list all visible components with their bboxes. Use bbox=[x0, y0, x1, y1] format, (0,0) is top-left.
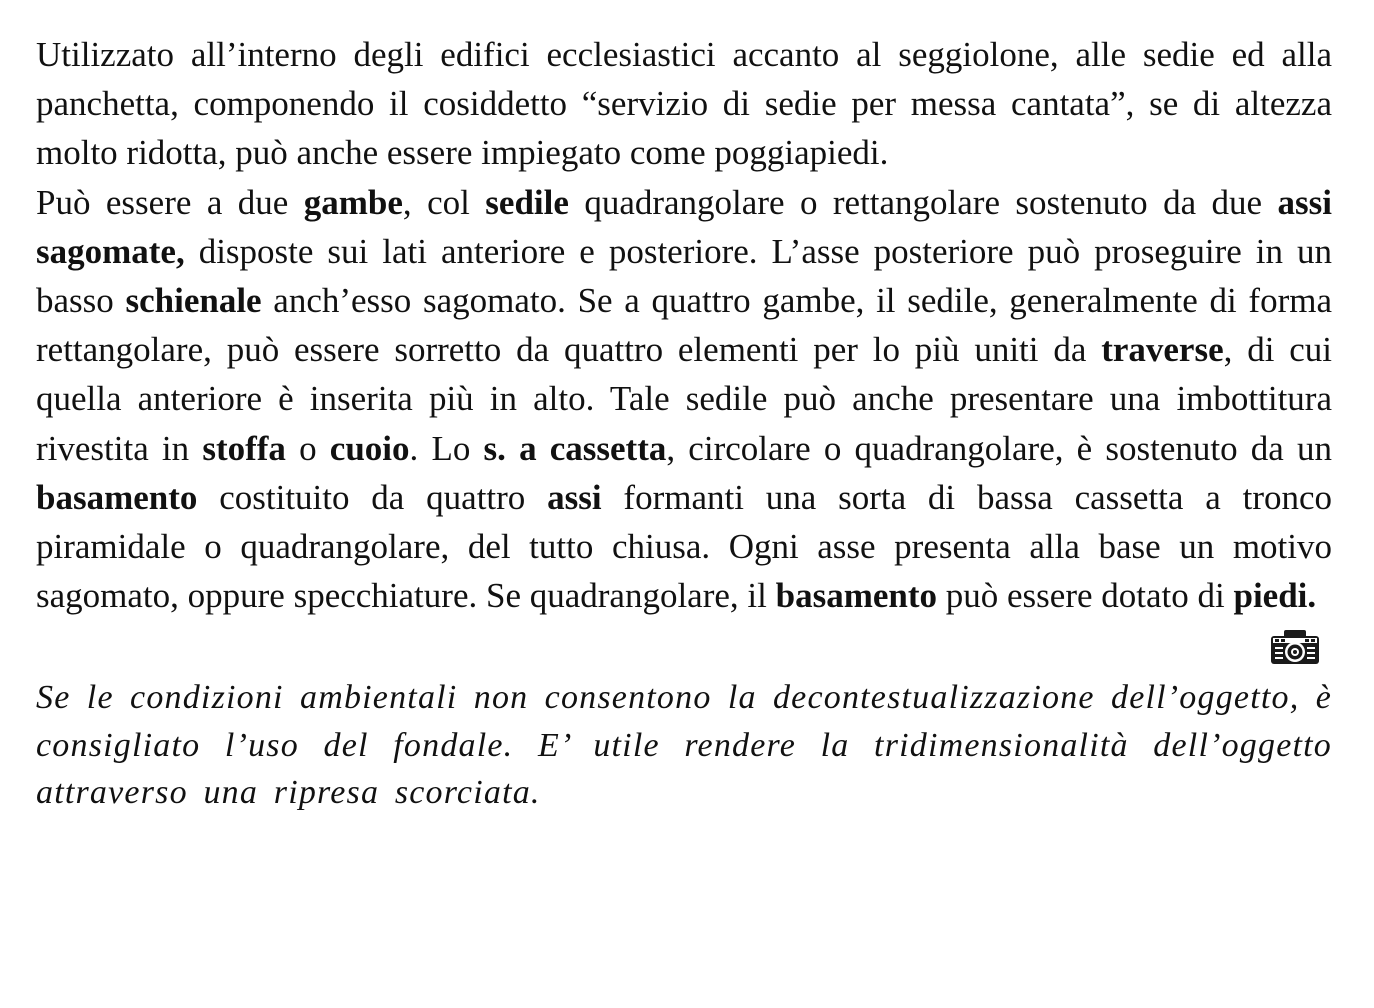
text-segment: , di cui quella anteriore è inserita più in alto. Tale sedile può anche presentare una imbottitura rivestita in bbox=[36, 330, 1333, 468]
bold-term: assi sagomate, bbox=[36, 182, 1332, 271]
bold-term: s. a cassetta bbox=[483, 428, 667, 468]
bold-term: basamento bbox=[36, 477, 198, 517]
bold-term: assi bbox=[547, 477, 602, 517]
text-segment: può essere dotato di bbox=[937, 576, 1234, 616]
document-page bbox=[36, 30, 1332, 817]
camera-icon bbox=[1268, 628, 1322, 666]
paragraph-description bbox=[36, 178, 1332, 621]
bold-term: sedile bbox=[485, 182, 569, 222]
text-segment: o bbox=[285, 428, 330, 468]
text-segment: anch’esso sagomato. Se a quattro gambe, il sedile, generalmente di forma rettangolare, può essere sorretto da quattro elementi per lo più uniti da bbox=[36, 281, 1332, 370]
bold-term: cuoio bbox=[329, 428, 410, 468]
text-segment: Può essere a due bbox=[36, 182, 304, 222]
text-segment: , circolare o quadrangolare, è sostenuto da un bbox=[666, 428, 1332, 468]
text-segment: formanti una sorta di bassa cassetta a tronco piramidale o quadrangolare, del tutto chiusa. Ogni asse presenta alla base un motivo sagomato, oppure specchiature. Se quadrangolare, il bbox=[36, 477, 1333, 616]
bold-term: schienale bbox=[125, 281, 262, 321]
text-segment: , col bbox=[402, 182, 486, 222]
text-segment: disposte sui lati anteriore e posteriore. L’asse posteriore può proseguire in un basso bbox=[36, 231, 1332, 321]
photo-note-text: Se le condizioni ambientali non consentono la decontestualizzazione dell’oggetto, è consigliato l’uso del fondale. E’ utile rendere la tridimensionalità dell’oggetto attraverso una ripresa scorciata. bbox=[36, 679, 1332, 812]
bold-term: stoffa bbox=[202, 428, 286, 468]
text-segment: quadrangolare o rettangolare sostenuto da due bbox=[568, 182, 1278, 222]
text-segment: costituito da quattro bbox=[197, 477, 548, 517]
bold-term: gambe bbox=[303, 182, 403, 222]
text-segment: . Lo bbox=[409, 428, 484, 468]
photo-note-marker bbox=[36, 620, 1332, 674]
bold-term: traverse bbox=[1101, 330, 1224, 370]
bold-term: basamento bbox=[775, 576, 938, 616]
bold-term: piedi. bbox=[1233, 576, 1317, 616]
paragraph-usage: Utilizzato all’interno degli edifici ecclesiastici accanto al seggiolone, alle sedie ed alla panchetta, componendo il cosiddetto “servizio di sedie per messa cantata”, se di altezza molto ridotta, può anche essere impiegato come poggiapiedi. bbox=[36, 35, 1332, 173]
